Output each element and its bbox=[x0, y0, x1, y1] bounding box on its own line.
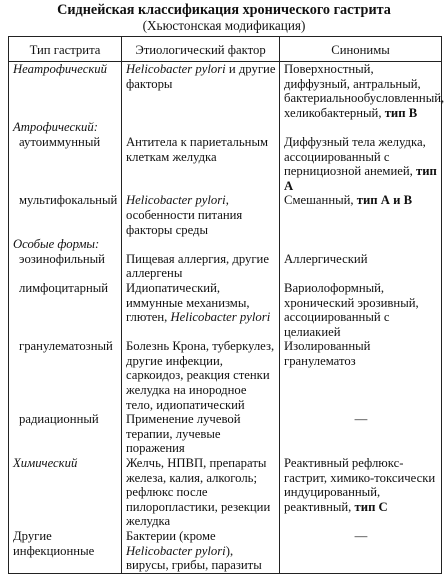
synonyms-cell: — bbox=[280, 529, 442, 573]
header-synonyms: Синонимы bbox=[280, 37, 442, 62]
classification-table bbox=[8, 36, 445, 574]
etiology-text: , особенности питания факторы среды bbox=[126, 193, 243, 237]
table-row bbox=[9, 456, 442, 529]
header-etiology: Этиологический фактор bbox=[122, 37, 280, 62]
etiology-italic: Helicobacter pylori bbox=[170, 310, 271, 325]
synonyms-text: Диффузный тела желудка, ассоциированный с пернициозной анемией, bbox=[284, 134, 426, 179]
type-cell: Другие инфекционные bbox=[9, 529, 122, 573]
table-row bbox=[9, 193, 442, 237]
type-cell: аутоиммунный bbox=[9, 135, 122, 193]
synonyms-bold: тип В bbox=[384, 105, 418, 120]
etiology-text: и другие факторы bbox=[126, 62, 276, 91]
group-cell bbox=[9, 120, 122, 135]
synonyms-cell: Изолированный гранулематоз bbox=[280, 339, 442, 412]
group-label: Особые формы: bbox=[13, 237, 100, 252]
etiology-italic: Helicobacter pylori bbox=[126, 193, 226, 208]
synonyms-text: Реактивный рефлюкс-гастрит, химико-токсически индуцированный, реактивный, bbox=[284, 456, 436, 514]
type-cell: гранулематозный bbox=[9, 339, 122, 412]
synonyms-cell bbox=[280, 62, 445, 121]
etiology-cell: Пищевая аллергия, другие аллергены bbox=[122, 252, 280, 281]
type-cell bbox=[9, 62, 122, 121]
type-label: Химический bbox=[13, 456, 78, 471]
etiology-cell: Антитела к париетальным клеткам желудка bbox=[122, 135, 280, 193]
etiology-cell bbox=[122, 193, 280, 237]
etiology-text: Бактерии (кроме bbox=[126, 529, 216, 543]
table-row-group bbox=[9, 237, 442, 252]
synonyms-cell: Аллергический bbox=[280, 252, 442, 281]
table-row bbox=[9, 529, 442, 573]
header-row bbox=[9, 37, 442, 62]
table-row bbox=[9, 281, 442, 339]
table-row bbox=[9, 252, 442, 281]
etiology-cell bbox=[122, 62, 280, 121]
table-row-group bbox=[9, 120, 442, 135]
etiology-italic: Helicobacter pylori bbox=[126, 543, 226, 558]
etiology-cell: Болезнь Крона, туберкулез, другие инфекции, саркоидоз, реакция стенки желудка на инородное тело, идиопатический bbox=[122, 339, 280, 412]
synonyms-bold: тип С bbox=[354, 499, 388, 514]
type-cell: радиационный bbox=[9, 412, 122, 456]
etiology-cell bbox=[122, 281, 280, 339]
synonyms-cell: Вариолоформный, хронический эрозивный, ассоциированный с целиакией bbox=[280, 281, 442, 339]
synonyms-cell bbox=[280, 135, 442, 193]
etiology-cell: Желчь, НПВП, препараты железа, калия, алкоголь; рефлюкс после пилоропластики, резекции желудка bbox=[122, 456, 280, 529]
table-row bbox=[9, 62, 442, 121]
type-label: Неатрофический bbox=[13, 62, 107, 76]
synonyms-cell: — bbox=[280, 412, 442, 456]
etiology-text-tail: ), вирусы, грибы, паразиты bbox=[126, 543, 262, 573]
table-row bbox=[9, 135, 442, 193]
type-cell: мультифокальный bbox=[9, 193, 122, 237]
type-cell: эозинофильный bbox=[9, 252, 122, 281]
synonyms-cell bbox=[280, 456, 442, 529]
group-label: Атрофический: bbox=[13, 120, 98, 135]
etiology-cell: Применение лучевой терапии, лучевые поражения bbox=[122, 412, 280, 456]
table-row bbox=[9, 412, 442, 456]
etiology-italic: Helicobacter pylori bbox=[126, 62, 226, 76]
type-cell: лимфоцитарный bbox=[9, 281, 122, 339]
synonyms-cell bbox=[280, 193, 442, 237]
header-type: Тип гастрита bbox=[9, 37, 122, 62]
synonyms-text: Смешанный, bbox=[284, 193, 357, 208]
table-subtitle: (Хьюстонская модификация) bbox=[142, 18, 306, 33]
etiology-cell bbox=[122, 529, 280, 573]
etiology-text: Идиопатический, иммунные механизмы, глютен, bbox=[126, 280, 250, 325]
synonyms-bold: тип А и В bbox=[356, 193, 413, 208]
synonyms-bold: тип А bbox=[284, 164, 437, 193]
synonyms-text: Поверхностный, диффузный, антральный, бактериальнообусловленный, хеликобактерный, bbox=[284, 62, 445, 120]
group-cell bbox=[9, 237, 122, 252]
table-title: Сиднейская классификация хронического гастрита bbox=[57, 2, 391, 18]
table-row bbox=[9, 339, 442, 412]
type-cell bbox=[9, 456, 122, 529]
